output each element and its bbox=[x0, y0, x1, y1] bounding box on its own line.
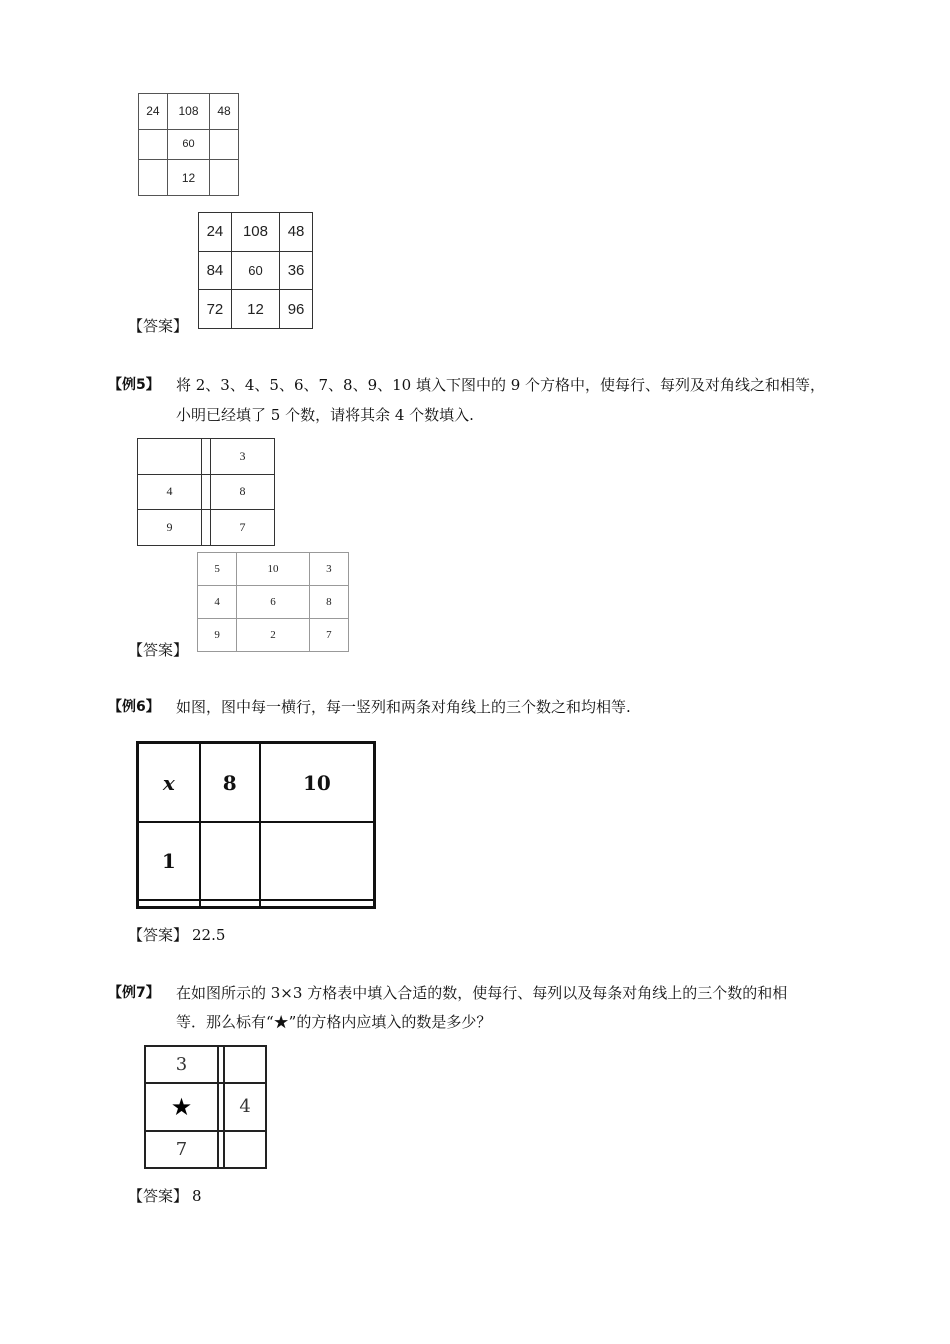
ex5-answer-label: 【答案】 bbox=[128, 641, 189, 659]
ex7-label: 【例7】 bbox=[108, 985, 160, 1001]
cell bbox=[224, 1046, 266, 1083]
cell bbox=[210, 129, 239, 160]
cell: 12 bbox=[231, 290, 279, 329]
cell: 24 bbox=[139, 94, 168, 130]
cell: 96 bbox=[280, 290, 313, 329]
cell: 4 bbox=[224, 1083, 266, 1131]
ex7-grid bbox=[144, 1045, 267, 1169]
star-icon: ★ bbox=[145, 1083, 218, 1131]
cell: 24 bbox=[199, 213, 232, 252]
cell: 48 bbox=[210, 94, 239, 130]
cell: 108 bbox=[231, 213, 279, 252]
cell: 2 bbox=[237, 619, 309, 652]
cell bbox=[139, 160, 168, 196]
cell: 12 bbox=[167, 160, 209, 196]
cell bbox=[260, 900, 375, 908]
cell bbox=[200, 822, 260, 900]
cell: 1 bbox=[138, 822, 200, 900]
ex5-answer-grid bbox=[197, 552, 349, 652]
ex6-answer-label: 【答案】 bbox=[128, 926, 189, 944]
ex6-question-line1: 如图，图中每一横行，每一竖列和两条对角线上的三个数之和均相等. bbox=[176, 698, 631, 716]
ex7-answer-label: 【答案】 bbox=[128, 1187, 189, 1205]
cell bbox=[139, 129, 168, 160]
cell: 84 bbox=[199, 251, 232, 290]
cell: 3 bbox=[309, 553, 348, 586]
ex7-answer-value: 8 bbox=[192, 1187, 202, 1205]
ex7-question-line1: 在如图所示的 3×3 方格表中填入合适的数，使每行、每列以及每条对角线上的三个数的和相 bbox=[176, 984, 788, 1002]
ex5-label: 【例5】 bbox=[108, 377, 160, 393]
cell bbox=[138, 900, 200, 908]
cell: 4 bbox=[138, 474, 202, 510]
cell: 6 bbox=[237, 586, 309, 619]
cell: 4 bbox=[198, 586, 237, 619]
cell-variable-x: x bbox=[138, 743, 200, 823]
cell: 9 bbox=[198, 619, 237, 652]
cell: 8 bbox=[211, 474, 275, 510]
cell: 36 bbox=[280, 251, 313, 290]
ex4-answer-label: 【答案】 bbox=[128, 317, 189, 335]
ex6-answer-value: 22.5 bbox=[192, 926, 226, 944]
cell: 48 bbox=[280, 213, 313, 252]
cell: 60 bbox=[231, 251, 279, 290]
cell bbox=[201, 510, 210, 546]
cell bbox=[210, 160, 239, 196]
cell: 7 bbox=[309, 619, 348, 652]
cell bbox=[260, 822, 375, 900]
cell: 108 bbox=[167, 94, 209, 130]
cell: 9 bbox=[138, 510, 202, 546]
cell: 60 bbox=[167, 129, 209, 160]
ex5-puzzle-grid bbox=[137, 438, 275, 546]
ex5-question-line2: 小明已经填了 5 个数，请将其余 4 个数填入. bbox=[176, 406, 474, 424]
ex6-grid bbox=[136, 741, 376, 909]
ex6-label: 【例6】 bbox=[108, 699, 160, 715]
cell bbox=[201, 439, 210, 475]
cell: 7 bbox=[145, 1131, 218, 1168]
cell bbox=[200, 900, 260, 908]
cell: 72 bbox=[199, 290, 232, 329]
cell bbox=[201, 474, 210, 510]
ex4-puzzle-grid bbox=[138, 93, 239, 196]
cell: 3 bbox=[145, 1046, 218, 1083]
cell: 8 bbox=[200, 743, 260, 823]
ex5-question-line1: 将 2、3、4、5、6、7、8、9、10 填入下图中的 9 个方格中，使每行、每列及对角线之和相等， bbox=[176, 376, 826, 394]
ex7-question-line2: 等．那么标有“★”的方格内应填入的数是多少？ bbox=[176, 1013, 492, 1031]
cell bbox=[224, 1131, 266, 1168]
cell bbox=[138, 439, 202, 475]
cell: 7 bbox=[211, 510, 275, 546]
cell: 10 bbox=[237, 553, 309, 586]
ex4-answer-grid bbox=[198, 212, 313, 329]
cell: 10 bbox=[260, 743, 375, 823]
cell: 8 bbox=[309, 586, 348, 619]
cell: 3 bbox=[211, 439, 275, 475]
cell: 5 bbox=[198, 553, 237, 586]
